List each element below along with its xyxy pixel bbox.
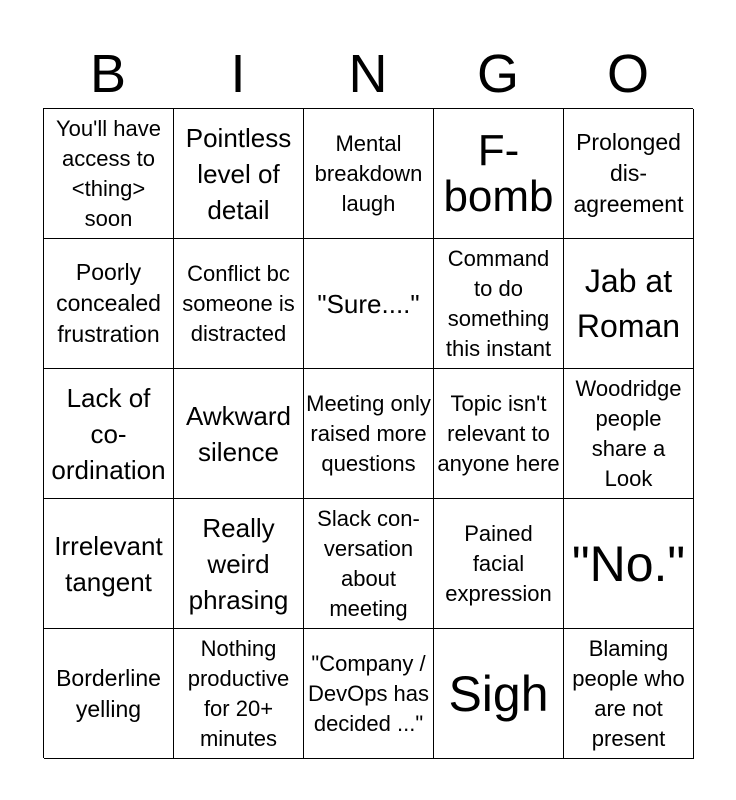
bingo-cell[interactable]	[564, 499, 694, 629]
bingo-cell[interactable]	[44, 629, 174, 759]
bingo-cell[interactable]	[564, 369, 694, 499]
cell-text: Nothing productive for 20+ minutes	[187, 635, 290, 751]
cell-text: "No."	[571, 535, 686, 592]
cell-text: Pointless level of detail	[185, 122, 292, 225]
bingo-cell[interactable]	[304, 629, 434, 759]
header-letter-o: O	[606, 44, 649, 104]
bingo-cell[interactable]	[44, 239, 174, 369]
header-letter-b: B	[89, 44, 127, 104]
cell-text: Topic isn't relevant to anyone here	[437, 390, 560, 476]
cell-text: Lack of co-ordination	[51, 382, 166, 485]
bingo-cell[interactable]	[564, 109, 694, 239]
cell-text: Poorly concealed frustration	[56, 259, 161, 347]
header-letter-i: I	[230, 44, 246, 104]
cell-text: Borderline yelling	[56, 664, 161, 722]
bingo-cell[interactable]	[174, 369, 304, 499]
cell-text: Woodridge people share a Look	[575, 375, 682, 491]
cell-text: Jab at Roman	[576, 262, 681, 344]
cell-text: Really weird phrasing	[188, 512, 289, 615]
cell-text: Awkward silence	[185, 400, 291, 467]
bingo-cell[interactable]	[304, 239, 434, 369]
cell-text: Pained facial expression	[445, 520, 552, 606]
header-letter-g: G	[476, 44, 519, 104]
bingo-cell[interactable]	[434, 369, 564, 499]
bingo-cell[interactable]	[174, 109, 304, 239]
cell-text: Command to do something this instant	[445, 245, 552, 361]
bingo-cell[interactable]	[564, 629, 694, 759]
bingo-cell[interactable]	[564, 239, 694, 369]
bingo-cell[interactable]	[304, 109, 434, 239]
bingo-cell[interactable]	[304, 499, 434, 629]
cell-text: Prolonged dis-agreement	[573, 129, 684, 217]
bingo-cell[interactable]	[434, 499, 564, 629]
bingo-cell[interactable]	[434, 629, 564, 759]
cell-text: Mental breakdown laugh	[314, 130, 423, 216]
bingo-cell[interactable]	[304, 369, 434, 499]
cell-text: Slack con-versation about meeting	[317, 505, 420, 621]
bingo-cell[interactable]	[434, 239, 564, 369]
bingo-cell[interactable]	[44, 499, 174, 629]
cell-text: Sigh	[448, 665, 549, 722]
cell-text: "Sure...."	[317, 288, 420, 319]
bingo-cell[interactable]	[434, 109, 564, 239]
cell-text: Conflict bc someone is distracted	[182, 260, 295, 346]
cell-text: Irrelevant tangent	[54, 530, 163, 597]
cell-text: Blaming people who are not present	[572, 635, 685, 751]
bingo-grid	[43, 108, 693, 758]
bingo-cell[interactable]	[174, 629, 304, 759]
bingo-cell[interactable]	[44, 109, 174, 239]
bingo-cell[interactable]	[174, 239, 304, 369]
cell-text: F-bomb	[443, 125, 554, 221]
cell-text: Meeting only raised more questions	[306, 390, 431, 476]
cell-text: You'll have access to <thing> soon	[56, 115, 161, 231]
bingo-cell[interactable]	[174, 499, 304, 629]
cell-text: "Company / DevOps has decided ..."	[307, 650, 430, 736]
bingo-header	[43, 40, 693, 108]
bingo-cell[interactable]	[44, 369, 174, 499]
header-letter-n: N	[348, 44, 388, 104]
